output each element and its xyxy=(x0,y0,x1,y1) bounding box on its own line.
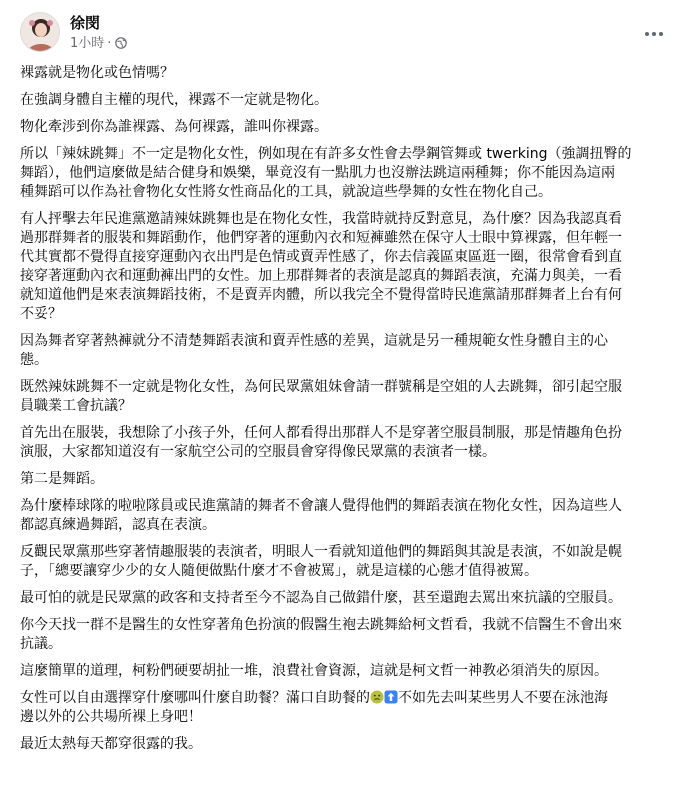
author-name[interactable]: 徐閔 xyxy=(70,14,101,32)
post-time[interactable]: 1小時 xyxy=(70,36,105,51)
more-dot-icon xyxy=(659,32,663,36)
post-paragraph: 有人抨擊去年民進黨邀請辣妹跳舞也是在物化女性，我當時就持反對意見，為什麼？因為我認真看 過那群舞者的服裝和舞蹈動作，他們穿著的運動內衣和短褲雖然在保守人士眼中算裸露，但年輕一 代其實都不覺得直接穿運動內衣出門是色情或賣弄性感了，你去信義區東區逛一圈，很常會看到直 接穿著運動內衣和運動褲出門的女性。加上那群舞者的表演是認真的舞蹈表演，充滿力與美，一看 就知道他們是來表演舞蹈技術，不是賣弄肉體，所以我完全不覺得當時民進黨請那群舞者上台有何 不妥？ xyxy=(20,211,622,322)
post-paragraph: 反觀民眾黨那些穿著情趣服裝的表演者，明眼人一看就知道他們的舞蹈與其說是表演，不如說是幌 子，「總要讓穿少少的女人隨便做點什麼才不會被罵」，就是這樣的心態才值得被罵。 xyxy=(20,544,622,579)
post-paragraph: 因為舞者穿著熱褲就分不清楚舞蹈表演和賣弄性感的差異，這就是另一種規範女性身體自主的心 態。 xyxy=(20,333,608,368)
post-paragraph-with-emoji xyxy=(20,689,672,727)
post-paragraph: 所以「辣妹跳舞」不一定是物化女性，例如現在有許多女性會去學鋼管舞或 twerking（強調扭臀的 舞蹈），他們這麼做是結合健身和娛樂，畢竟沒有一點肌力也沒辦法跳這兩種舞；你不能因為這兩 種舞蹈可以作為社會物化女性將女性商品化的工具，就說這些學舞的女性在物化自己。 xyxy=(20,146,632,200)
post-paragraph: 首先出在服裝，我想除了小孩子外，任何人都看得出那群人不是穿著空服員制服，那是情趣角色扮 演服，大家都知道沒有一家航空公司的空服員會穿得像民眾黨的表演者一樣。 xyxy=(20,425,622,460)
post-paragraph: 物化牽涉到你為誰裸露、為何裸露，誰叫你裸露。 xyxy=(20,119,328,135)
post-paragraph: 這麼簡單的道理，柯粉們硬要胡扯一堆，浪費社會資源，這就是柯文哲一神教必須消失的原因。 xyxy=(20,663,608,679)
more-options-button[interactable] xyxy=(640,24,668,44)
post-paragraph: 第二是舞蹈。 xyxy=(20,471,104,487)
post-paragraph: 為什麼棒球隊的啦啦隊員或民進黨請的舞者不會讓人覺得他們的舞蹈表演在物化女性，因為這些人 都認真練過舞蹈，認真在表演。 xyxy=(20,498,622,533)
paragraph-text: 不如先去叫某些男人不要在泳池海 邊以外的公共場所裸上身吧！ xyxy=(20,690,608,725)
up-arrow-emoji-icon xyxy=(384,690,398,704)
post-body xyxy=(20,64,672,762)
post-paragraph: 裸露就是物化或色情嗎？ xyxy=(20,65,174,81)
avatar[interactable] xyxy=(20,12,60,52)
more-dot-icon xyxy=(652,32,656,36)
globe-icon[interactable] xyxy=(115,37,127,55)
post-paragraph: 最近太熱每天都穿很露的我。 xyxy=(20,736,202,752)
meta-separator: · xyxy=(107,36,112,51)
avatar-image xyxy=(21,13,60,52)
post-paragraph: 在強調身體自主權的現代，裸露不一定就是物化。 xyxy=(20,92,328,108)
post-meta xyxy=(70,35,127,55)
post-paragraph: 既然辣妹跳舞不一定就是物化女性，為何民眾黨姐妹會請一群號稱是空姐的人去跳舞，卻引起空服 員職業工會抗議？ xyxy=(20,379,622,414)
post-header xyxy=(20,12,672,56)
post-paragraph: 最可怕的就是民眾黨的政客和支持者至今不認為自己做錯什麼，甚至還跑去罵出來抗議的空服員。 xyxy=(20,590,622,606)
post-paragraph: 你今天找一群不是醫生的女性穿著角色扮演的假醫生袍去跳舞給柯文哲看，我就不信醫生不會出來 抗議。 xyxy=(20,617,622,652)
paragraph-text: 女性可以自由選擇穿什麼哪叫什麼自助餐？滿口自助餐的 xyxy=(20,690,370,706)
nauseated-face-emoji-icon xyxy=(370,690,384,704)
more-dot-icon xyxy=(645,32,649,36)
